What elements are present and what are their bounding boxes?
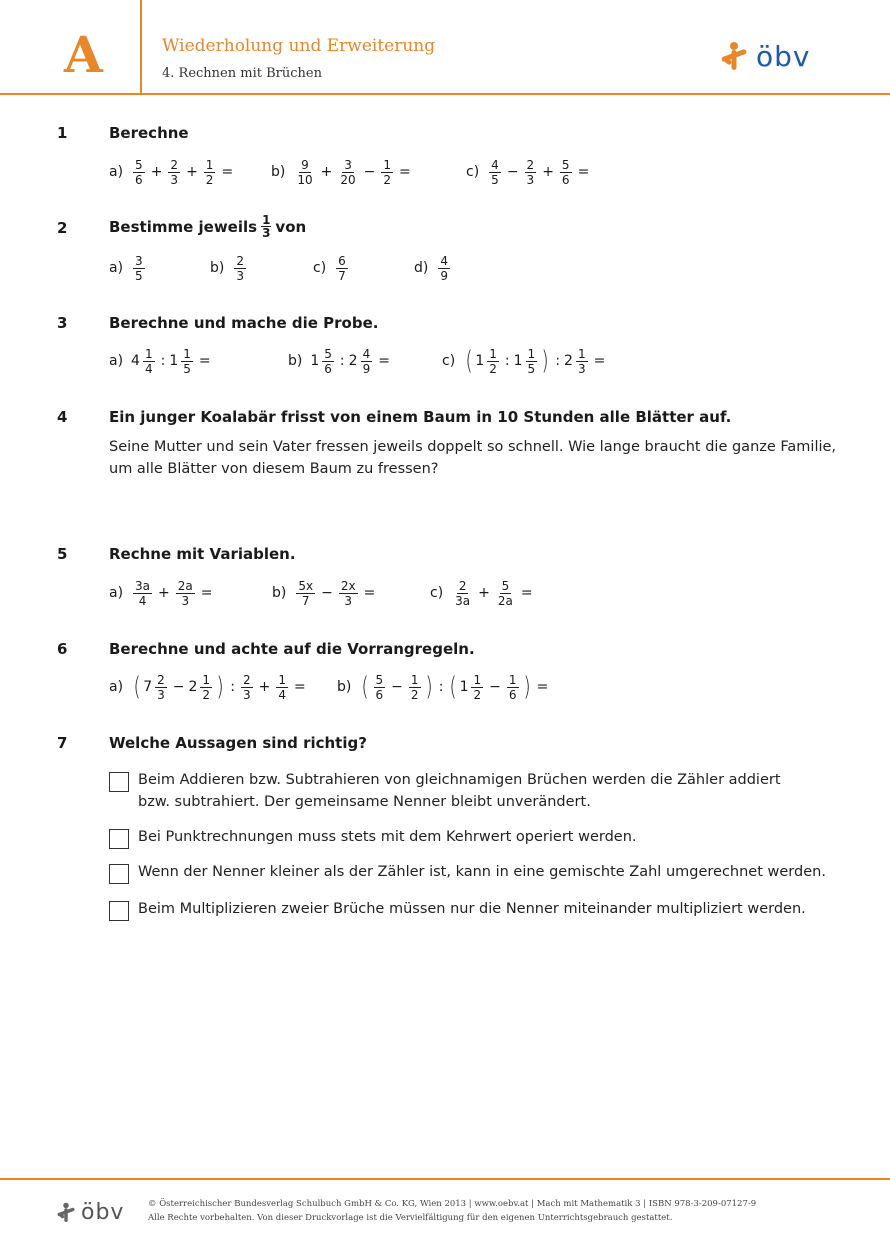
statement-text (138, 769, 838, 813)
equals-sign: = (399, 164, 411, 180)
numerator: 2 (157, 672, 165, 687)
fraction (374, 673, 386, 702)
denominator: 5 (491, 172, 499, 187)
exercise-a (109, 250, 147, 286)
exercise-label: b) (337, 679, 352, 695)
task-title: Ein junger Koalabär frisst von einem Baum in 10 Stunden alle Blätter auf. (109, 408, 732, 426)
numerator: 1 (205, 157, 214, 172)
right-parenthesis: ) (216, 672, 224, 702)
operator: : (555, 353, 561, 369)
fraction (168, 158, 180, 187)
exercise-label: b) (210, 260, 225, 276)
right-parenthesis: ) (425, 672, 433, 702)
exercise-b (337, 669, 552, 705)
denominator: 2 (473, 687, 482, 702)
fraction (295, 158, 314, 187)
denominator: 9 (440, 268, 448, 283)
page-subtitle: 4. Rechnen mit Brüchen (162, 66, 322, 81)
denominator: 6 (135, 172, 143, 187)
denominator: 4 (144, 361, 153, 376)
star-icon (55, 1202, 77, 1224)
operator: − (506, 164, 519, 180)
task-title: Rechne mit Variablen. (109, 545, 296, 563)
denominator: 9 (362, 361, 371, 376)
exercise-label: a) (109, 585, 124, 601)
exercise-b (288, 343, 394, 379)
statement-line: bzw. subtrahiert. Der gemeinsame Nenner bleibt unverändert. (138, 794, 591, 810)
numerator: 1 (278, 672, 286, 687)
denominator: 20 (340, 172, 356, 187)
task-title: Welche Aussagen sind richtig? (109, 734, 367, 752)
statement-checkbox[interactable] (109, 829, 129, 849)
fraction (234, 254, 246, 283)
denominator: 2 (410, 687, 419, 702)
exercise-label: a) (109, 353, 124, 369)
exercise-label: c) (430, 585, 444, 601)
task-text-line: um alle Blätter von diesem Baum zu fressen? (109, 461, 439, 477)
exercise-b (272, 575, 379, 611)
fraction (361, 347, 373, 376)
denominator: 3 (577, 361, 586, 376)
numerator: 2a (177, 578, 193, 593)
denominator: 2a (497, 593, 513, 608)
publisher-logo (718, 40, 810, 73)
denominator: 4 (278, 687, 286, 702)
statement-text: Wenn der Nenner kleiner als der Zähler ist, kann in eine gemischte Zahl umgerechnet werden. (138, 864, 826, 880)
exercise-label: b) (272, 585, 287, 601)
numerator: 5 (561, 157, 570, 172)
exercise-label: a) (109, 260, 124, 276)
fraction (133, 158, 145, 187)
fraction (381, 158, 393, 187)
numerator: 3a (135, 578, 151, 593)
equals-sign: = (536, 679, 549, 695)
left-parenthesis: ( (465, 346, 473, 376)
operator: : (160, 353, 166, 369)
operator: : (230, 679, 235, 695)
rights-line: Alle Rechte vorbehalten. Von dieser Druckvorlage ist die Vervielfältigung für den eigenen Unterrichtsgebrauch gestattet. (148, 1213, 673, 1223)
fraction (133, 579, 152, 608)
numerator: 9 (301, 157, 309, 172)
exercise-a (109, 669, 310, 705)
fraction (241, 673, 253, 702)
exercise-label: c) (466, 164, 480, 180)
numerator: 4 (440, 253, 448, 268)
denominator: 3 (157, 687, 165, 702)
equals-sign: = (378, 353, 390, 369)
operator: : (339, 353, 345, 369)
equals-sign: = (577, 164, 590, 180)
numerator: 5 (135, 157, 143, 172)
whole-number: 2 (188, 679, 198, 695)
denominator: 3 (526, 172, 535, 187)
numerator: 4 (362, 346, 371, 361)
numerator: 1 (144, 346, 153, 361)
fraction (336, 254, 348, 283)
exercise-label: b) (288, 353, 303, 369)
fraction (200, 673, 212, 702)
exercise-a (109, 575, 217, 611)
star-icon (718, 41, 750, 73)
page-title: Wiederholung und Erweiterung (162, 36, 436, 56)
statement-text: Bei Punktrechnungen muss stets mit dem Kehrwert operiert werden. (138, 829, 637, 845)
numerator: 5 (324, 346, 332, 361)
exercise-b (271, 154, 415, 190)
denominator: 5 (135, 268, 143, 283)
denominator: 3 (170, 172, 179, 187)
numerator: 4 (491, 157, 499, 172)
denominator: 2 (202, 687, 211, 702)
numerator: 1 (262, 213, 271, 227)
exercise-label: c) (313, 260, 327, 276)
fraction (322, 347, 334, 376)
fraction (453, 579, 472, 608)
whole-number: 2 (348, 353, 358, 369)
exercise-d (414, 250, 452, 286)
operator: + (150, 164, 163, 180)
task-text-line: Seine Mutter und sein Vater fressen jeweils doppelt so schnell. Wie lange braucht die ganze Familie, (109, 439, 837, 455)
statement-checkbox[interactable] (109, 901, 129, 921)
numerator: 2 (458, 578, 467, 593)
whole-number: 1 (310, 353, 320, 369)
copyright-line: © Österreichischer Bundesverlag Schulbuch GmbH & Co. KG, Wien 2013 | www.oebv.at | Mach mit Mathematik 3 | ISBN 978-3-209-07127-9 (148, 1199, 757, 1209)
numerator: 2x (340, 578, 356, 593)
statement-checkbox[interactable] (109, 772, 129, 792)
copyright-notice (148, 1197, 828, 1225)
equals-sign: = (593, 353, 606, 369)
operator: + (320, 164, 333, 180)
exercise-a (109, 154, 237, 190)
fraction (181, 347, 193, 376)
denominator: 6 (375, 687, 384, 702)
statement-4 (109, 901, 838, 921)
fraction (496, 579, 515, 608)
denominator: 3 (242, 687, 251, 702)
footer-rule (0, 1178, 890, 1180)
numerator: 5 (375, 672, 384, 687)
fraction (276, 673, 288, 702)
statement-1 (109, 772, 838, 813)
header-divider (140, 0, 142, 93)
task-title-text: Bestimme jeweils (109, 217, 258, 236)
statement-checkbox[interactable] (109, 864, 129, 884)
fraction (438, 254, 450, 283)
whole-number: 1 (459, 679, 469, 695)
numerator: 1 (577, 346, 586, 361)
statement-text: Beim Multiplizieren zweier Brüche müssen nur die Nenner miteinander multipliziert werden. (138, 901, 806, 917)
operator: − (172, 679, 185, 695)
task-title-text: von (275, 217, 307, 236)
denominator: 10 (297, 172, 313, 187)
denominator: 7 (301, 593, 310, 608)
exercise-c (313, 250, 350, 286)
whole-number: 4 (131, 353, 140, 369)
task-title: Berechne (109, 124, 189, 142)
right-parenthesis: ) (523, 672, 531, 702)
numerator: 1 (202, 672, 211, 687)
operator: − (391, 679, 403, 695)
task-title: Berechne und mache die Probe. (109, 314, 379, 332)
left-parenthesis: ( (361, 672, 369, 702)
denominator: 2 (489, 361, 497, 376)
operator: − (321, 585, 333, 601)
denominator: 6 (561, 172, 570, 187)
fraction (176, 579, 195, 608)
fraction (487, 347, 499, 376)
exercise-c (430, 575, 537, 611)
numerator: 1 (383, 157, 392, 172)
whole-number: 1 (169, 353, 179, 369)
denominator: 3 (236, 268, 244, 283)
statement-2 (109, 829, 838, 849)
fraction (489, 158, 501, 187)
operator: : (438, 679, 444, 695)
exercise-c (442, 343, 609, 379)
task-number: 7 (57, 734, 68, 752)
denominator: 2 (383, 172, 392, 187)
denominator: 6 (324, 361, 332, 376)
denominator: 6 (508, 687, 517, 702)
logo-wordmark: öbv (756, 40, 811, 73)
task-title (109, 214, 306, 239)
numerator: 5 (501, 578, 510, 593)
equals-sign: = (200, 585, 213, 601)
operator: + (542, 164, 554, 180)
fraction (143, 347, 155, 376)
denominator: 4 (138, 593, 147, 608)
denominator: 5 (527, 361, 536, 376)
exercise-c (466, 154, 593, 190)
denominator: 3 (181, 593, 190, 608)
numerator: 1 (527, 346, 536, 361)
numerator: 2 (236, 253, 244, 268)
denominator: 3a (455, 593, 471, 608)
task-title: Berechne und achte auf die Vorrangregeln. (109, 640, 475, 658)
left-parenthesis: ( (449, 672, 458, 702)
numerator: 6 (338, 253, 346, 268)
statement-3 (109, 864, 838, 884)
fraction (560, 158, 572, 187)
statement-line: Beim Addieren bzw. Subtrahieren von gleichnamigen Brüchen werden die Zähler addiert (138, 772, 781, 788)
operator: − (489, 679, 501, 695)
right-parenthesis: ) (541, 346, 549, 376)
whole-number: 1 (513, 353, 523, 369)
numerator: 2 (526, 157, 535, 172)
numerator: 2 (242, 672, 251, 687)
equals-sign: = (363, 585, 376, 601)
exercise-label: a) (109, 164, 124, 180)
numerator: 5x (298, 578, 314, 593)
numerator: 1 (410, 672, 419, 687)
task-number: 2 (57, 219, 68, 237)
fraction (525, 158, 537, 187)
exercise-label: a) (109, 679, 124, 695)
denominator: 7 (338, 268, 346, 283)
footer-logo (55, 1200, 124, 1225)
whole-number: 7 (143, 679, 153, 695)
task-number: 5 (57, 545, 68, 563)
logo-wordmark: öbv (81, 1200, 125, 1225)
denominator: 3 (262, 226, 271, 240)
exercise-label: b) (271, 164, 286, 180)
numerator: 1 (508, 672, 517, 687)
exercise-a (109, 343, 215, 379)
task-number: 1 (57, 124, 68, 142)
exercise-label: d) (414, 260, 429, 276)
fraction (338, 158, 357, 187)
task-text (109, 436, 844, 480)
numerator: 2 (170, 157, 179, 172)
fraction (204, 158, 216, 187)
fraction (471, 673, 483, 702)
denominator: 3 (344, 593, 353, 608)
left-parenthesis: ( (133, 672, 141, 702)
operator: + (186, 164, 198, 180)
operator: + (158, 585, 170, 601)
fraction (296, 579, 315, 608)
task-number: 3 (57, 314, 68, 332)
fraction (133, 254, 145, 283)
fraction (155, 673, 167, 702)
denominator: 5 (183, 361, 191, 376)
equals-sign: = (520, 585, 533, 601)
numerator: 1 (473, 672, 482, 687)
numerator: 1 (489, 346, 497, 361)
fraction (526, 347, 538, 376)
exercise-b (210, 250, 248, 286)
fraction (409, 673, 421, 702)
equals-sign: = (221, 164, 234, 180)
operator: : (504, 353, 510, 369)
operator: + (478, 585, 490, 601)
operator: − (363, 164, 376, 180)
denominator: 2 (205, 172, 214, 187)
whole-number: 1 (475, 353, 485, 369)
numerator: 3 (135, 253, 143, 268)
equals-sign: = (198, 353, 211, 369)
task-number: 6 (57, 640, 68, 658)
fraction (576, 347, 588, 376)
task-number: 4 (57, 408, 68, 426)
exercise-label: c) (442, 353, 456, 369)
fraction (339, 579, 358, 608)
header-rule (0, 93, 890, 95)
operator: + (258, 679, 271, 695)
numerator: 1 (183, 346, 191, 361)
numerator: 3 (344, 157, 352, 172)
fraction (261, 214, 271, 239)
equals-sign: = (293, 679, 306, 695)
whole-number: 2 (564, 353, 573, 369)
chapter-letter: A (64, 25, 103, 84)
fraction (507, 673, 519, 702)
